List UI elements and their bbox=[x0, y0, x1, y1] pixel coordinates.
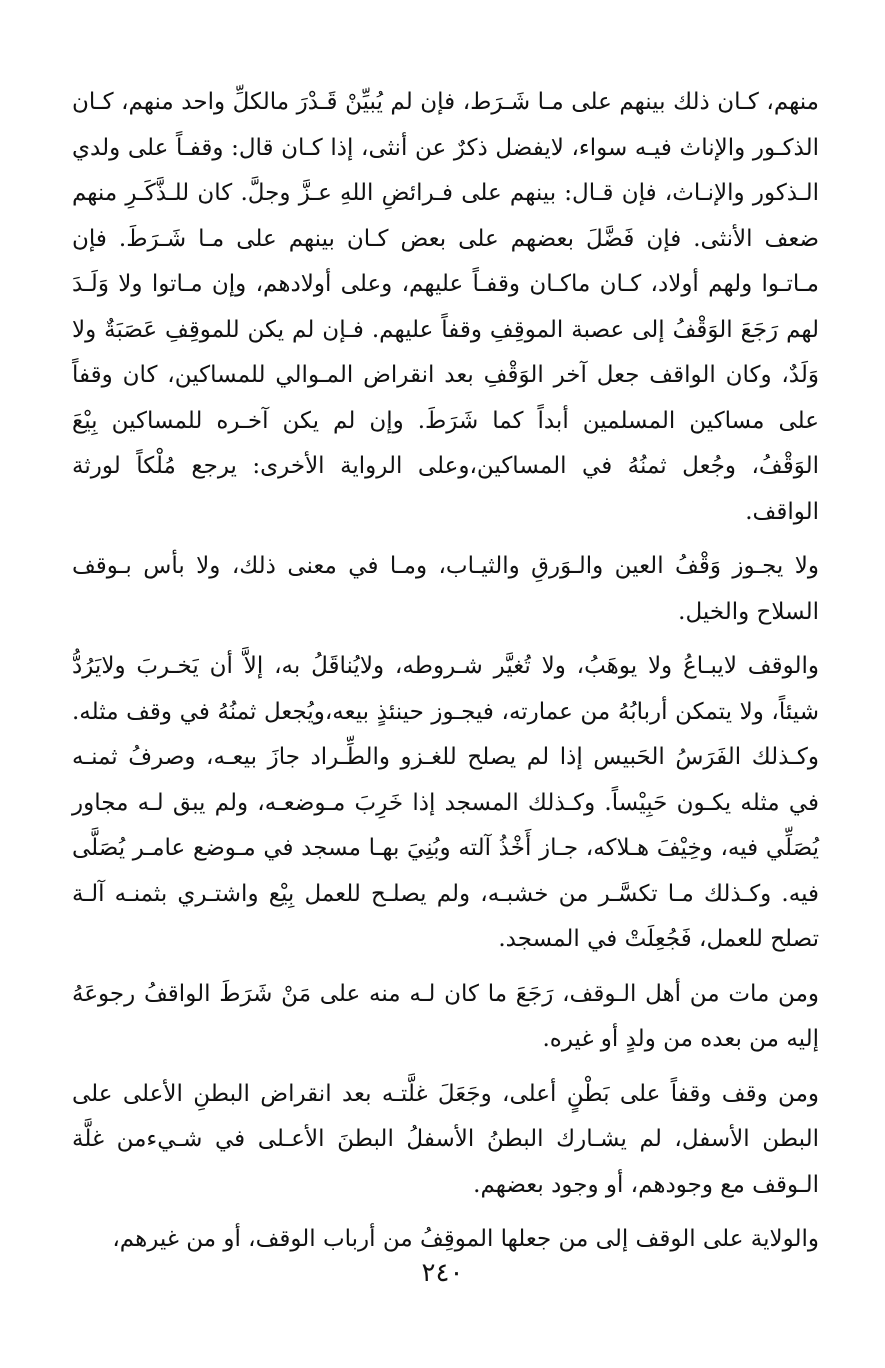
page-number: ٢٤٠ bbox=[421, 1258, 464, 1288]
page-body bbox=[72, 80, 819, 1263]
paragraph-6: والولاية على الوقف إلى من جعلها الموقِفُ من أرباب الوقف، أو من غيرهم، bbox=[112, 1226, 819, 1252]
paragraph-4: ومن مات من أهل الـوقف، رَجَعَ ما كان لـه منه على مَنْ شَرَطَ الواقفُ رجوعَهُ إليه من بعده من ولدٍ أو غيره. bbox=[72, 980, 819, 1052]
paragraph-3: والوقف لايبـاعُ ولا يوهَبُ، ولا تُغيَّر شـروطه، ولايُناقَلُ به، إلاَّ أن يَخـربَ ولايَرُدُّ شيئاً، ولا يتمكن أربابُهُ من عمارته، فيجـوز حينئذٍ بيعه،ويُجعل ثمنُهُ في وقف مثله. وكـذلك الفَرَسُ الحَبيس إذا لم يصلح للغـزو والطِّـراد جازَ بيعـه، وصرفُ ثمنـه في مثله يكـون حَبِيْساً. وكـذلك المسجد إذا خَرِبَ مـوضعـه، ولم يبق لـه مجاور يُصَلِّي فيه، وخِيْفَ هـلاكه، جـاز أَخْذُ آلته وبُنِيَ بهـا مسجد في مـوضع عامـر يُصَلَّى فيه. وكـذلك مـا تكسَّـر من خشبـه، ولم يصلـح للعمل بِيْع واشتـري بثمنـه آلـة تصلح للعمل، فَجُعِلَتْ في المسجد. bbox=[72, 653, 819, 952]
paragraph-5: ومن وقف وقفاً على بَطْنٍ أعلى، وجَعَلَ غلَّتـه بعد انقراض البطنِ الأعلى على البطن الأسفل، لم يشـارك البطنُ الأسفلُ البطنَ الأعـلى في شـيءمن غلَّة الـوقف مع وجودهم، أو وجود بعضهم. bbox=[72, 1080, 819, 1198]
paragraph-1: منهم، كـان ذلك بينهم على مـا شَـرَط، فإن لم يُبيِّنْ قَـدْرَ مالكلِّ واحد منهم، كـان الذكـور والإناث فيـه سواء، لايفضل ذكرٌ عن أنثى، إذا كـان قال: وقفـاً على ولدي الـذكور والإنـاث، فإن قـال: بينهم على فـرائضِ اللهِ عـزَّ وجلَّ. كان للـذَّكَـرِ منهم ضعف الأنثى. فإن فَضَّلَ بعضهم على بعض كـان بينهم على مـا شَـرَطَ. فإن مـاتـوا ولهم أولاد، كـان ماكـان وقفـاً عليهم، وعلى أولادهم، وإن مـاتوا ولا وَلَـدَ لهم رَجَعَ الوَقْفُ إلى عصبة الموقِفِ وقفاً عليهم. فـإن لم يكن للموقِفِ عَصَبَةٌ ولا وَلَدٌ، وكان الواقف جعل آخر الوَقْفِ بعد انقراض المـوالي للمساكين، كان وقفاً على مساكين المسلمين أبداً كما شَرَطَ. وإن لم يكن آخـره للمساكين بِيْعَ الوَقْفُ، وجُعل ثمنُهُ في المساكين،وعلى الرواية الأخرى: يرجع مُلْكاً لورثة الواقف. bbox=[72, 89, 819, 525]
paragraph-2: ولا يجـوز وَقْفُ العين والـوَرقِ والثيـاب، ومـا في معنى ذلك، ولا بأس بـوقف السلاح والخيل. bbox=[72, 553, 819, 625]
